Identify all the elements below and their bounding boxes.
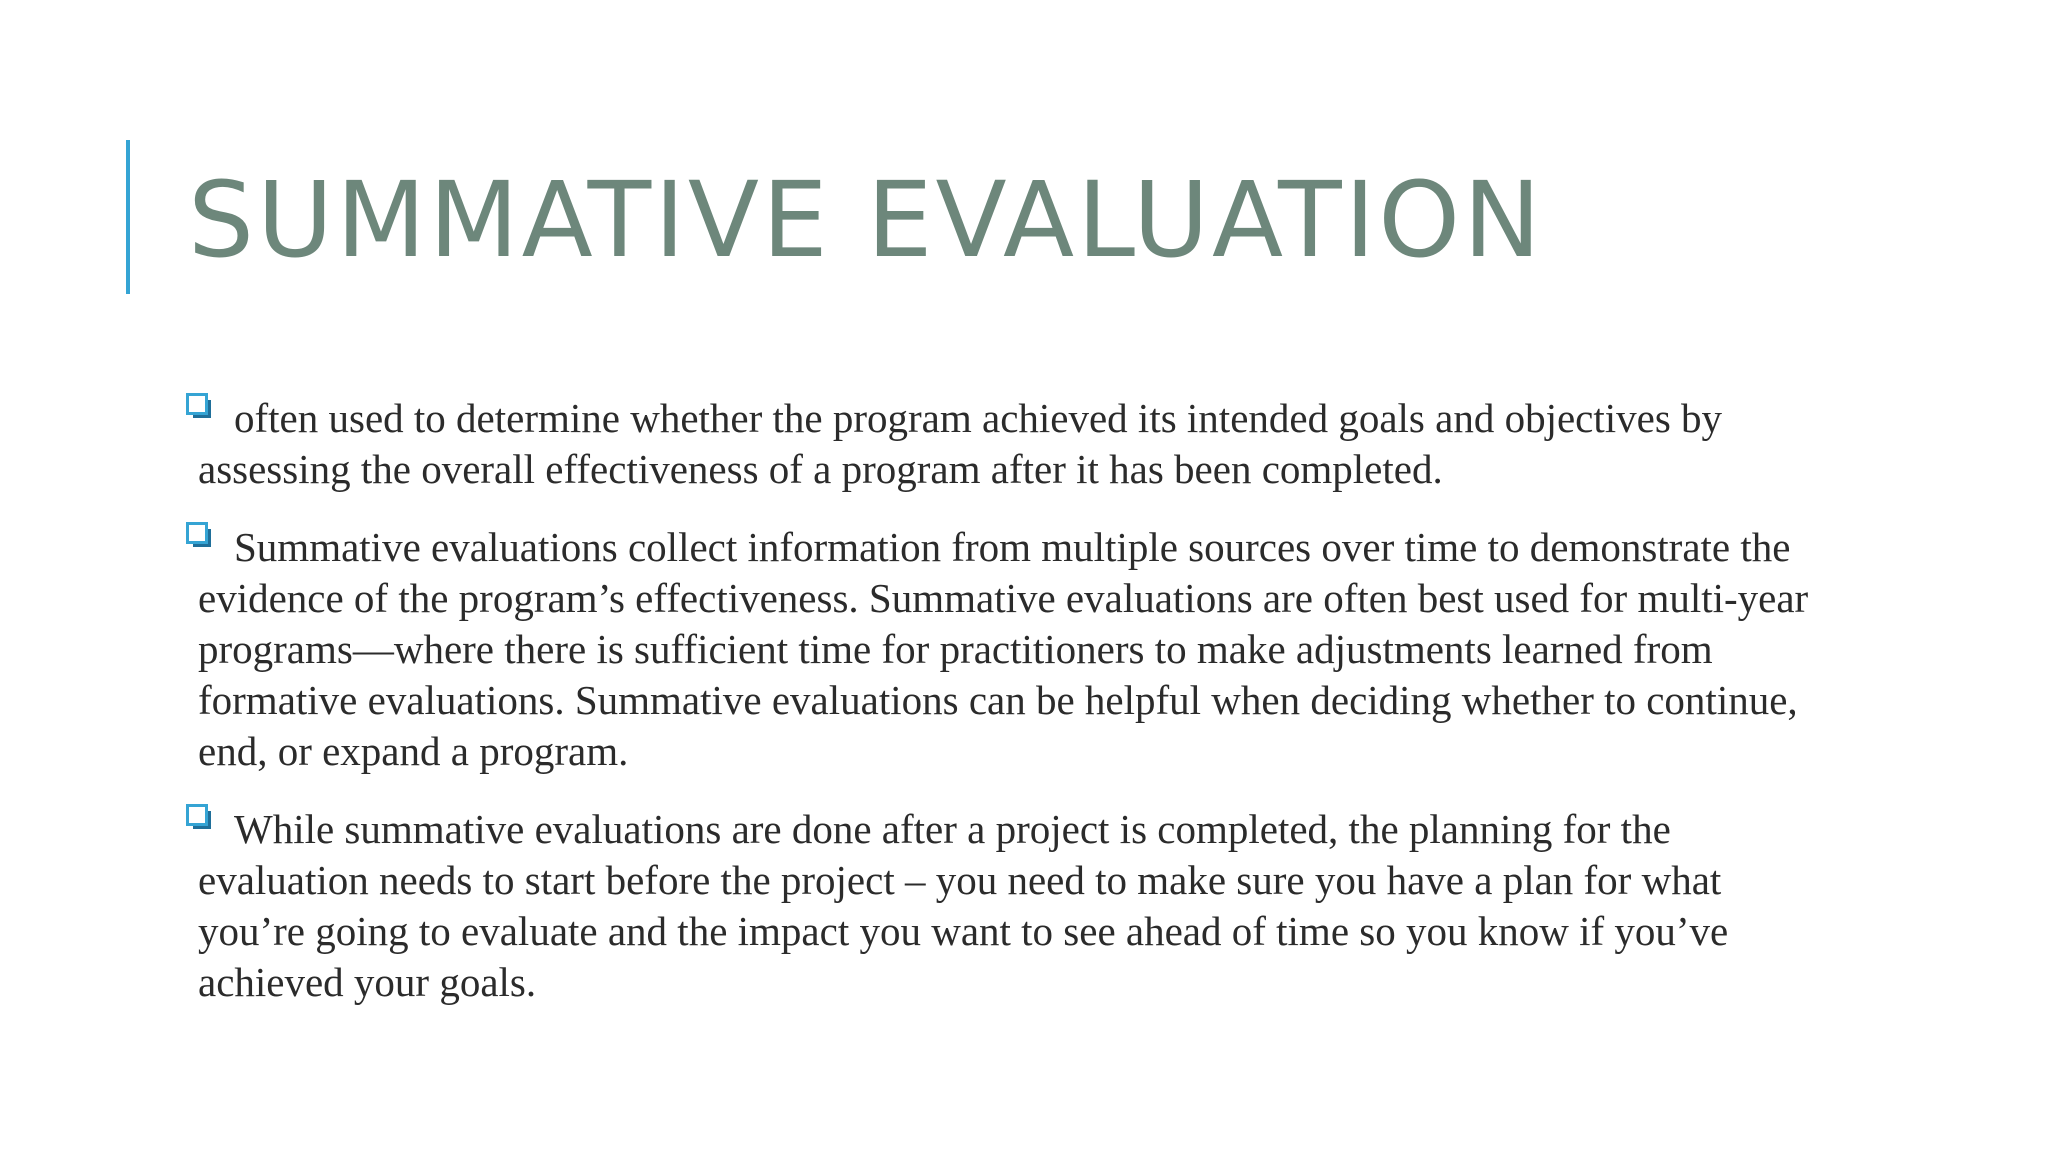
bullet-item xyxy=(186,804,1826,1008)
bullet-item xyxy=(186,522,1826,777)
checkbox-square-icon xyxy=(186,804,212,830)
bullet-item xyxy=(186,393,1826,495)
checkbox-square-icon xyxy=(186,522,212,548)
checkbox-square-icon xyxy=(186,393,212,419)
slide-title: SUMMATIVE EVALUATION xyxy=(188,159,1544,281)
bullet-text: often used to determine whether the program achieved its intended goals and objectives by assessing the overall effectiveness of a program after it has been completed. xyxy=(198,395,1723,492)
bullet-list xyxy=(186,393,1826,1035)
title-accent-bar xyxy=(126,140,130,294)
bullet-text: Summative evaluations collect information from multiple sources over time to demonstrate the evidence of the program’s effectiveness. Summative evaluations are often best used for multi-year programs—where there is sufficient time for practitioners to make adjustments learned from formative evaluations. Summative evaluations can be helpful when deciding whether to continue, end, or expand a program. xyxy=(198,524,1809,774)
bullet-text: While summative evaluations are done after a project is completed, the planning for the evaluation needs to start before the project – you need to make sure you have a plan for what you’re going to evaluate and the impact you want to see ahead of time so you know if you’ve achieved your goals. xyxy=(198,806,1729,1005)
